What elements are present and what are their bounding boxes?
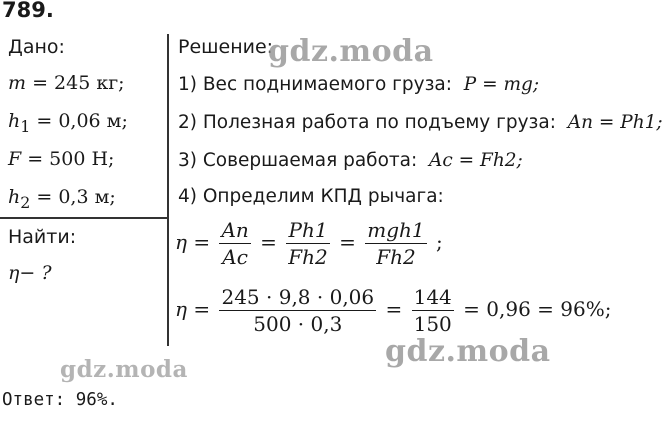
- efficiency-calculation: η = $\frac{245 \cdot 9,8 \cdot 0,06}{500 \cdot 0,3}$ = $\frac{144}{150}$ = 0,96 = 96%;: [175, 285, 612, 336]
- horizontal-divider: [0, 217, 168, 219]
- fraction-mgh-fh: $\frac{\text{mgh1}}{Fh2}$: [367, 218, 425, 269]
- find-header: Найти:: [8, 226, 77, 248]
- solution-step-4: 4) Определим КПД рычага:: [178, 186, 444, 207]
- fraction-work-ratio: $\frac{Aп}{Aс}$: [221, 218, 249, 269]
- given-item-mass: m = 245 кг;: [8, 72, 125, 94]
- fraction-ph-fh: $\frac{Ph1}{Fh2}$: [288, 218, 328, 269]
- efficiency-formula: η = $\frac{Aп}{Aс}$ = $\frac{Ph1}{Fh2}$ = $\frac{\text{mgh1}}{Fh2}$ ;: [175, 218, 443, 269]
- watermark-bottom: gdz.moda: [385, 334, 551, 369]
- solution-step-3: 3) Совершаемая работа: Aс = Fh2;: [178, 150, 523, 171]
- problem-number: 789.: [2, 0, 54, 22]
- watermark-top: gdz.moda: [268, 34, 434, 69]
- vertical-divider: [167, 34, 169, 346]
- fraction-numeric: $\frac{245 \cdot 9,8 \cdot 0,06}{500 \cdot 0,3}$: [221, 285, 375, 336]
- fraction-144-150: $\frac{144}{150}$: [413, 285, 452, 336]
- given-item-force: F = 500 Н;: [8, 148, 115, 170]
- given-item-h2: $h_2 = 0,3$ м;: [8, 186, 116, 212]
- given-item-h1: $h_1 = 0,06$ м;: [8, 110, 128, 136]
- find-item: η− ?: [8, 262, 52, 284]
- solution-step-1: 1) Вес поднимаемого груза: P = mg;: [178, 74, 540, 95]
- solution-step-2: 2) Полезная работа по подъему груза: Aп = Ph1;: [178, 112, 663, 133]
- watermark-left: gdz.moda: [60, 356, 188, 383]
- answer: Ответ: 96%.: [2, 390, 118, 410]
- given-header: Дано:: [8, 36, 65, 58]
- solution-header: Решение:: [178, 36, 274, 58]
